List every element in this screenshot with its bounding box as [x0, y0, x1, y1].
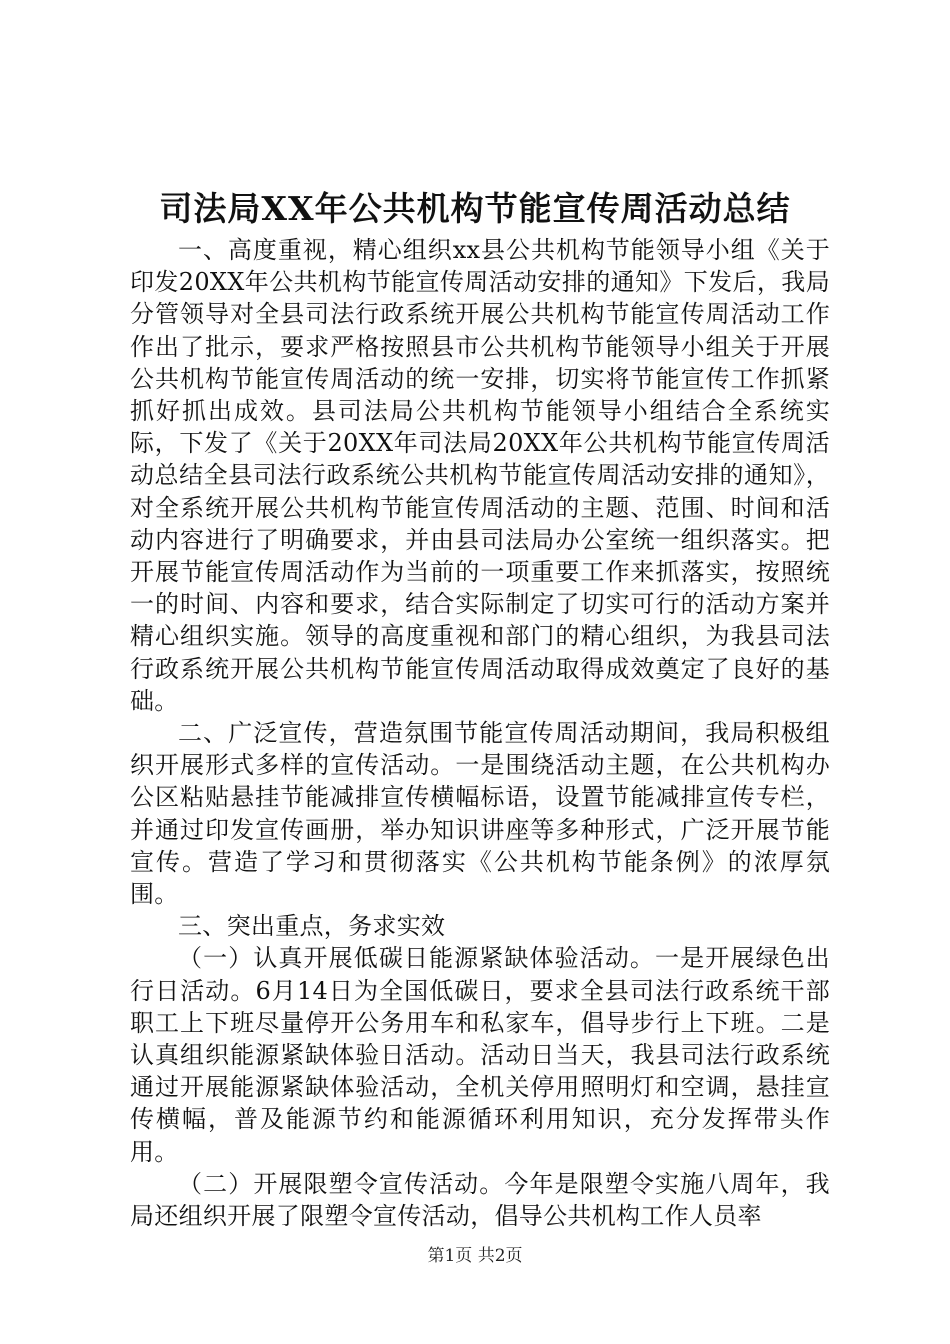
document-title: 司法局XX年公共机构节能宣传周活动总结	[159, 189, 791, 228]
paragraph-1: 一、高度重视，精心组织xx县公共机构节能领导小组《关于印发20XX年公共机构节能宣传周活动安排的通知》下发后，我局分管领导对全县司法行政系统开展公共机构节能宣传周活动工作作出了批示，要求严格按照县市公共机构节能领导小组关于开展公共机构节能宣传周活动的统一安排，切实将节能宣传工作抓紧抓好抓出成效。县司法局公共机构节能领导小组结合全系统实际，下发了《关于20XX年司法局20XX年公共机构节能宣传周活动总结全县司法行政系统公共机构节能宣传周活动安排的通知》，对全系统开展公共机构节能宣传周活动的主题、范围、时间和活动内容进行了明确要求，并由县司法局办公室统一组织落实。把开展节能宣传周活动作为当前的一项重要工作来抓落实，按照统一的时间、内容和要求，结合实际制定了切实可行的活动方案并精心组织实施。领导的高度重视和部门的精心组织，为我县司法行政系统开展公共机构节能宣传周活动取得成效奠定了良好的基础。	[130, 236, 830, 715]
document-body	[130, 234, 830, 1232]
paragraph-4: （一）认真开展低碳日能源紧缺体验活动。一是开展绿色出行日活动。6月14日为全国低碳日，要求全县司法行政系统干部职工上下班尽量停开公务用车和私家车，倡导步行上下班。二是认真组织能源紧缺体验日活动。活动日当天，我县司法行政系统通过开展能源紧缺体验活动，全机关停用照明灯和空调，悬挂宣传横幅，普及能源节约和能源循环利用知识，充分发挥带头作用。	[130, 944, 830, 1166]
page-footer: 第1页 共2页	[427, 1246, 523, 1266]
paragraph-2: 二、广泛宣传，营造氛围节能宣传周活动期间，我局积极组织开展形式多样的宣传活动。一是围绕活动主题，在公共机构办公区粘贴悬挂节能减排宣传横幅标语，设置节能减排宣传专栏，并通过印发宣传画册，举办知识讲座等多种形式，广泛开展节能宣传。营造了学习和贯彻落实《公共机构节能条例》的浓厚氛围。	[130, 719, 830, 909]
paragraph-5: （二）开展限塑令宣传活动。今年是限塑令实施八周年，我局还组织开展了限塑令宣传活动，倡导公共机构工作人员率	[130, 1169, 830, 1231]
paragraph-3-heading: 三、突出重点，务求实效	[178, 912, 446, 941]
